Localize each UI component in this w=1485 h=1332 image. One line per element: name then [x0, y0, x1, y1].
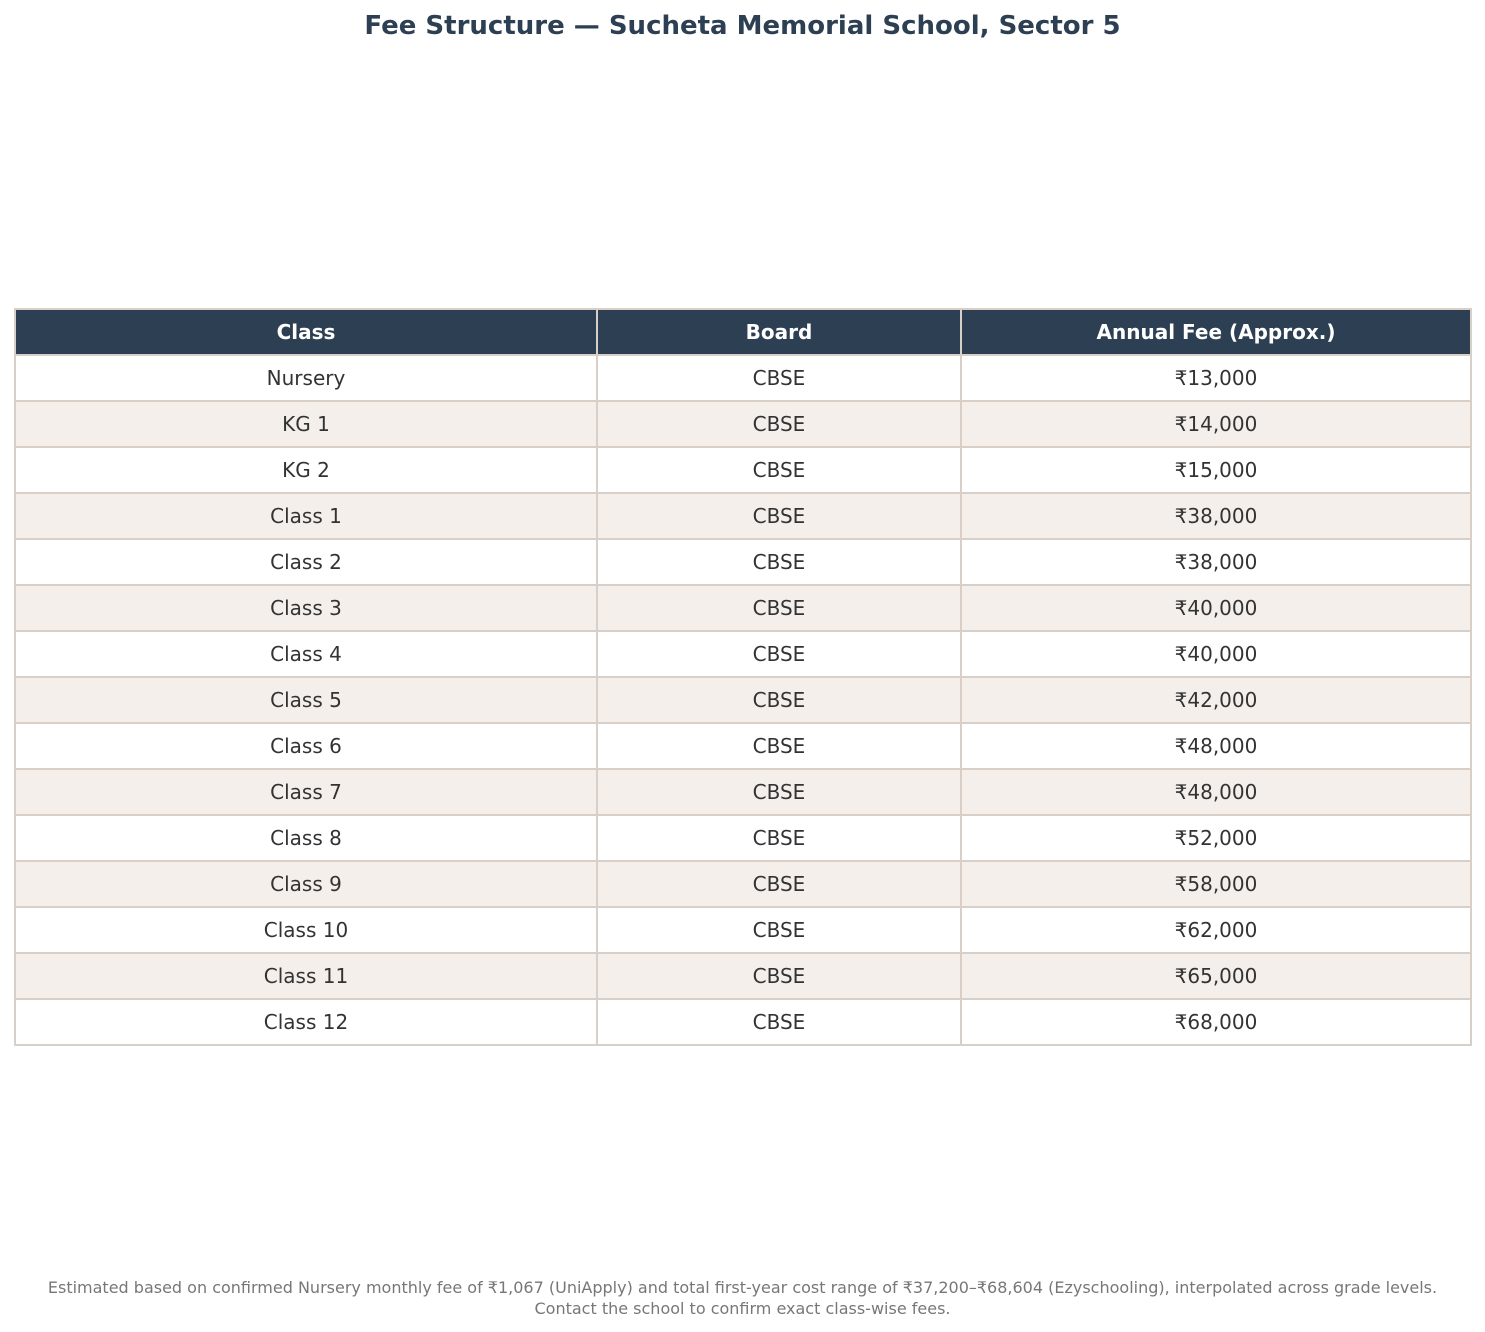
cell-board: CBSE — [597, 907, 961, 953]
cell-class: Class 2 — [15, 539, 597, 585]
table-row — [15, 953, 1471, 999]
cell-board: CBSE — [597, 355, 961, 401]
cell-board: CBSE — [597, 677, 961, 723]
table-row — [15, 631, 1471, 677]
table-row — [15, 999, 1471, 1045]
cell-class: Class 4 — [15, 631, 597, 677]
cell-class: Class 7 — [15, 769, 597, 815]
column-header-board: Board — [597, 309, 961, 355]
table-row — [15, 677, 1471, 723]
cell-annual-fee: ₹13,000 — [961, 355, 1471, 401]
cell-class: Class 1 — [15, 493, 597, 539]
column-header-class: Class — [15, 309, 597, 355]
table-row — [15, 447, 1471, 493]
cell-class: Class 11 — [15, 953, 597, 999]
table-row — [15, 861, 1471, 907]
table-row — [15, 815, 1471, 861]
cell-class: Class 9 — [15, 861, 597, 907]
cell-class: KG 1 — [15, 401, 597, 447]
table-row — [15, 355, 1471, 401]
table-row — [15, 585, 1471, 631]
cell-board: CBSE — [597, 539, 961, 585]
cell-class: Class 3 — [15, 585, 597, 631]
cell-board: CBSE — [597, 769, 961, 815]
table-title: Fee Structure — Sucheta Memorial School, Sector 5 — [364, 11, 1121, 41]
cell-board: CBSE — [597, 493, 961, 539]
table-row — [15, 769, 1471, 815]
cell-board: CBSE — [597, 953, 961, 999]
cell-class: Nursery — [15, 355, 597, 401]
table-header — [15, 309, 1471, 355]
fee-structure-table — [14, 308, 1472, 1046]
cell-board: CBSE — [597, 861, 961, 907]
cell-class: Class 6 — [15, 723, 597, 769]
cell-annual-fee: ₹58,000 — [961, 861, 1471, 907]
cell-class: Class 10 — [15, 907, 597, 953]
cell-annual-fee: ₹62,000 — [961, 907, 1471, 953]
cell-board: CBSE — [597, 723, 961, 769]
cell-board: CBSE — [597, 815, 961, 861]
cell-annual-fee: ₹38,000 — [961, 539, 1471, 585]
cell-annual-fee: ₹15,000 — [961, 447, 1471, 493]
table-row — [15, 907, 1471, 953]
cell-class: Class 12 — [15, 999, 597, 1045]
cell-board: CBSE — [597, 585, 961, 631]
cell-annual-fee: ₹48,000 — [961, 723, 1471, 769]
cell-annual-fee: ₹68,000 — [961, 999, 1471, 1045]
header-row — [15, 309, 1471, 355]
table-row — [15, 723, 1471, 769]
footnote-line-1: Estimated based on confirmed Nursery monthly fee of ₹1,067 (UniApply) and total first-year cost range of ₹37,200–₹68,604 (Ezyschooling), interpolated across grade levels. — [47, 1278, 1438, 1297]
cell-annual-fee: ₹42,000 — [961, 677, 1471, 723]
footnote — [0, 1277, 1485, 1319]
cell-board: CBSE — [597, 999, 961, 1045]
cell-class: Class 5 — [15, 677, 597, 723]
cell-annual-fee: ₹14,000 — [961, 401, 1471, 447]
table-body — [15, 355, 1471, 1045]
cell-annual-fee: ₹38,000 — [961, 493, 1471, 539]
cell-board: CBSE — [597, 631, 961, 677]
cell-class: KG 2 — [15, 447, 597, 493]
table-row — [15, 539, 1471, 585]
table-row — [15, 493, 1471, 539]
cell-annual-fee: ₹40,000 — [961, 585, 1471, 631]
footnote-line-2: Contact the school to confirm exact class-wise fees. — [534, 1299, 951, 1318]
cell-board: CBSE — [597, 447, 961, 493]
cell-annual-fee: ₹52,000 — [961, 815, 1471, 861]
cell-annual-fee: ₹40,000 — [961, 631, 1471, 677]
cell-class: Class 8 — [15, 815, 597, 861]
cell-annual-fee: ₹48,000 — [961, 769, 1471, 815]
cell-board: CBSE — [597, 401, 961, 447]
table-row — [15, 401, 1471, 447]
cell-annual-fee: ₹65,000 — [961, 953, 1471, 999]
column-header-annual-fee: Annual Fee (Approx.) — [961, 309, 1471, 355]
